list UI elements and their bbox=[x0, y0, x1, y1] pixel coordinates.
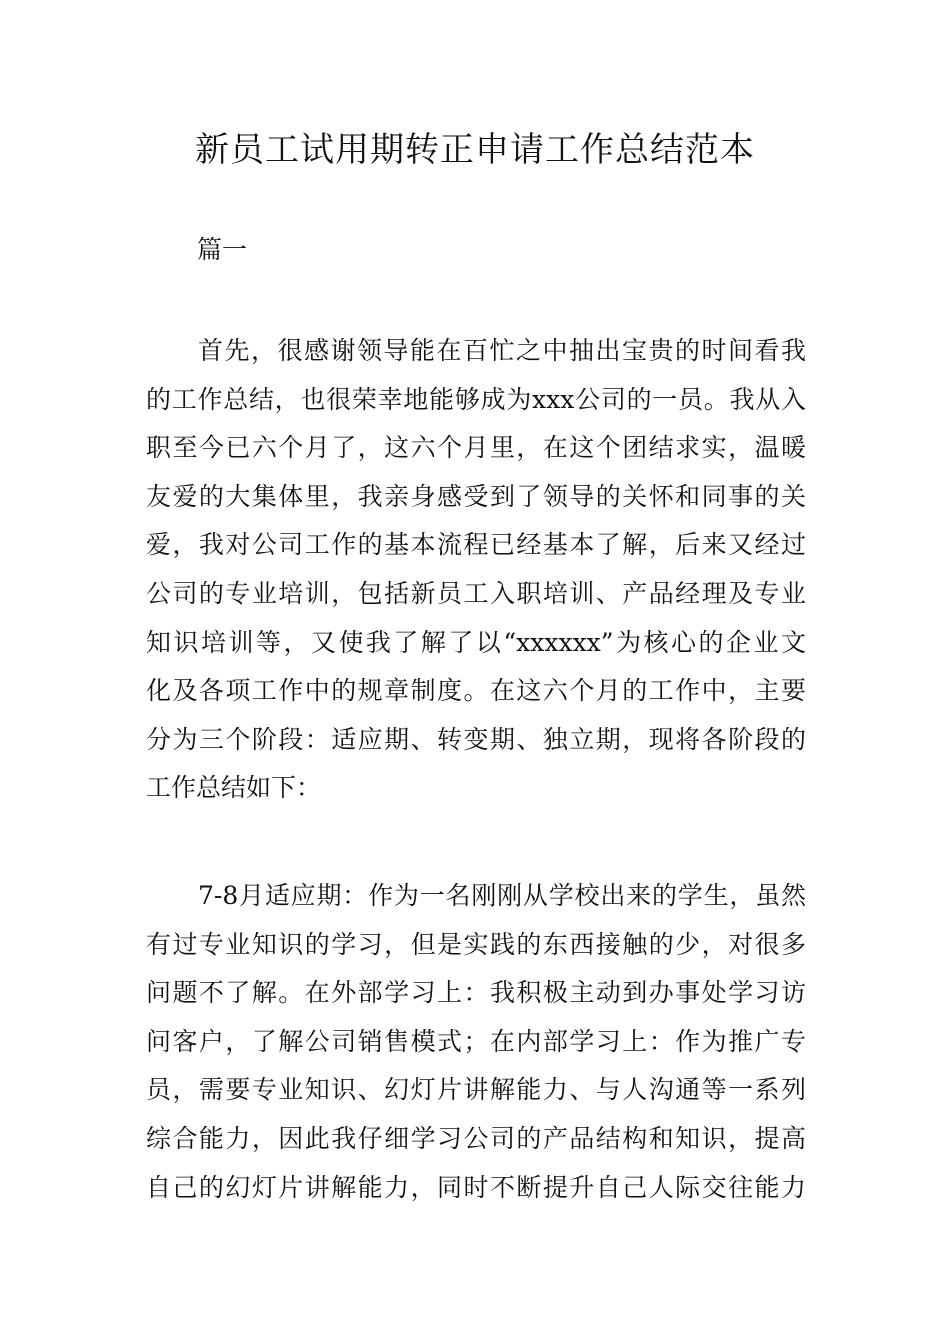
paragraph-line: 分为三个阶段：适应期、转变期、独立期，现将各阶段的 bbox=[146, 724, 806, 754]
paragraph-line: 公司的专业培训，包括新员工入职培训、产品经理及专业 bbox=[146, 578, 806, 608]
paragraph-line: 首先，很感谢领导能在百忙之中抽出宝贵的时间看我 bbox=[198, 336, 806, 365]
paragraph-line: 综合能力，因此我仔细学习公司的产品结构和知识，提高 bbox=[146, 1123, 806, 1153]
paragraph-intro bbox=[146, 327, 806, 813]
paragraph-line: 问客户，了解公司销售模式；在内部学习上：作为推广专 bbox=[146, 1026, 806, 1056]
paragraph-line: 化及各项工作中的规章制度。在这六个月的工作中，主要 bbox=[146, 676, 806, 706]
paragraph-line: 有过专业知识的学习，但是实践的东西接触的少，对很多 bbox=[146, 929, 806, 959]
section-label: 篇一 bbox=[197, 235, 248, 264]
paragraph-line: 知识培训等，又使我了解了以“xxxxxx”为核心的企业文 bbox=[146, 627, 806, 657]
paragraph-line: 职至今已六个月了，这六个月里，在这个团结求实，温暖 bbox=[146, 433, 806, 463]
paragraph-adaptation-period bbox=[146, 872, 806, 1212]
paragraph-line: 工作总结如下： bbox=[146, 773, 322, 803]
paragraph-line: 问题不了解。在外部学习上：我积极主动到办事处学习访 bbox=[146, 978, 806, 1008]
paragraph-line: 的工作总结，也很荣幸地能够成为xxx公司的一员。我从入 bbox=[146, 384, 806, 414]
paragraph-line: 自己的幻灯片讲解能力，同时不断提升自己人际交往能力 bbox=[146, 1172, 806, 1202]
document-title: 新员工试用期转正申请工作总结范本 bbox=[195, 130, 755, 170]
paragraph-line: 员，需要专业知识、幻灯片讲解能力、与人沟通等一系列 bbox=[146, 1075, 806, 1105]
paragraph-line: 爱，我对公司工作的基本流程已经基本了解，后来又经过 bbox=[146, 530, 806, 560]
paragraph-line: 友爱的大集体里，我亲身感受到了领导的关怀和同事的关 bbox=[146, 481, 806, 511]
paragraph-line: 7-8月适应期：作为一名刚刚从学校出来的学生，虽然 bbox=[198, 881, 806, 910]
